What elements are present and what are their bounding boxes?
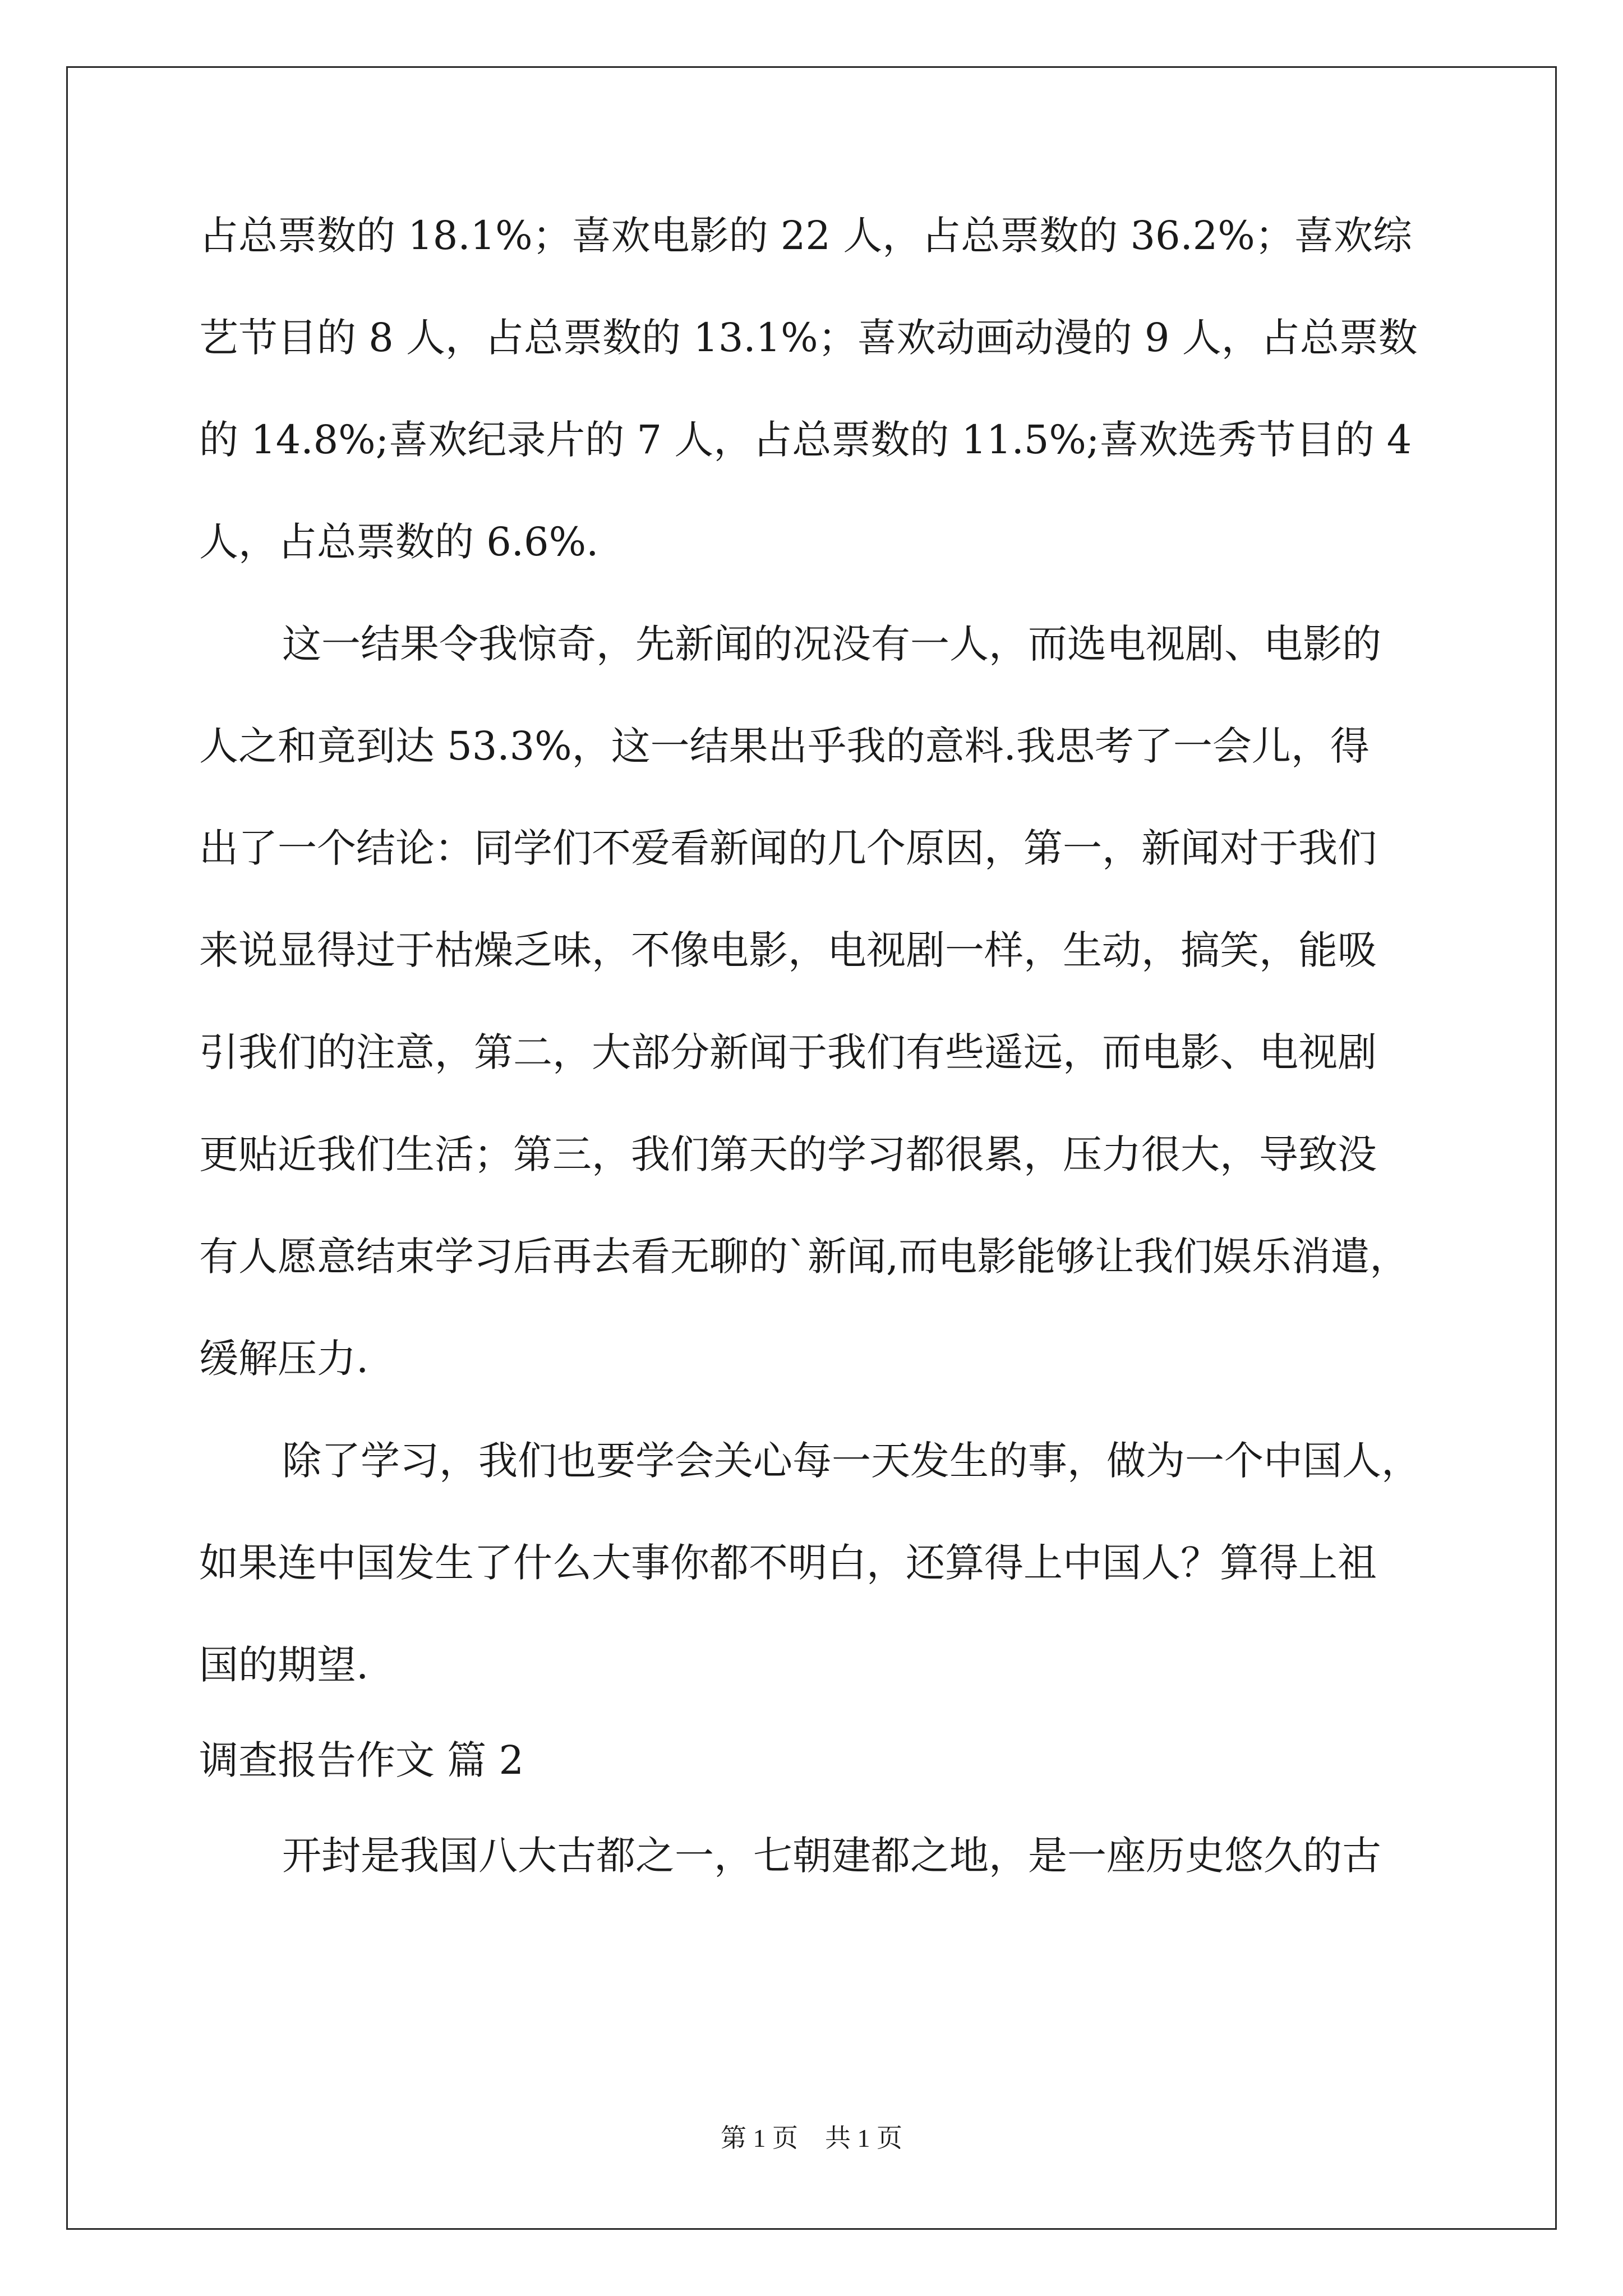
paragraph-line: 人，占总票数的 6.6%. [199,519,599,565]
paragraph-line: 缓解压力. [199,1336,369,1382]
paragraph-line: 引我们的注意，第二，大部分新闻于我们有些遥远，而电影、电视剧 [199,1029,1377,1075]
paragraph-line: 如果连中国发生了什么大事你都不明白，还算得上中国人？算得上祖 [199,1540,1377,1586]
paragraph-line: 的 14.8%;喜欢纪录片的 7 人，占总票数的 11.5%;喜欢选秀节目的 4 [199,417,1412,463]
paragraph-line: 开封是我国八大古都之一，七朝建都之地，是一座历史悠久的古 [282,1833,1381,1879]
paragraph-line: 人之和竟到达 53.3%，这一结果出乎我的意料.我思考了一会儿，得 [199,723,1370,769]
paragraph-line: 有人愿意结束学习后再去看无聊的`新闻,而电影能够让我们娱乐消遣， [199,1234,1409,1280]
paragraph-line: 国的期望. [199,1642,369,1688]
paragraph-line: 出了一个结论：同学们不爱看新闻的几个原因，第一，新闻对于我们 [199,825,1377,871]
page-footer [0,2122,1623,2155]
paragraph-line: 更贴近我们生活；第三，我们第天的学习都很累，压力很大，导致没 [199,1131,1377,1177]
paragraph-line: 艺节目的 8 人，占总票数的 13.1%；喜欢动画动漫的 9 人，占总票数 [199,315,1418,361]
page-number: 第 1 页 [721,2124,798,2152]
page-total: 共 1 页 [825,2124,902,2152]
paragraph-line: 占总票数的 18.1%；喜欢电影的 22 人，占总票数的 36.2%；喜欢综 [199,213,1412,259]
paragraph-line: 除了学习，我们也要学会关心每一天发生的事，做为一个中国人， [282,1438,1421,1484]
paragraph-line: 这一结果令我惊奇，先新闻的况没有一人，而选电视剧、电影的 [282,621,1381,667]
paragraph-line: 来说显得过于枯燥乏味，不像电影，电视剧一样，生动，搞笑，能吸 [199,927,1377,973]
section-heading: 调查报告作文 篇 2 [199,1737,524,1783]
